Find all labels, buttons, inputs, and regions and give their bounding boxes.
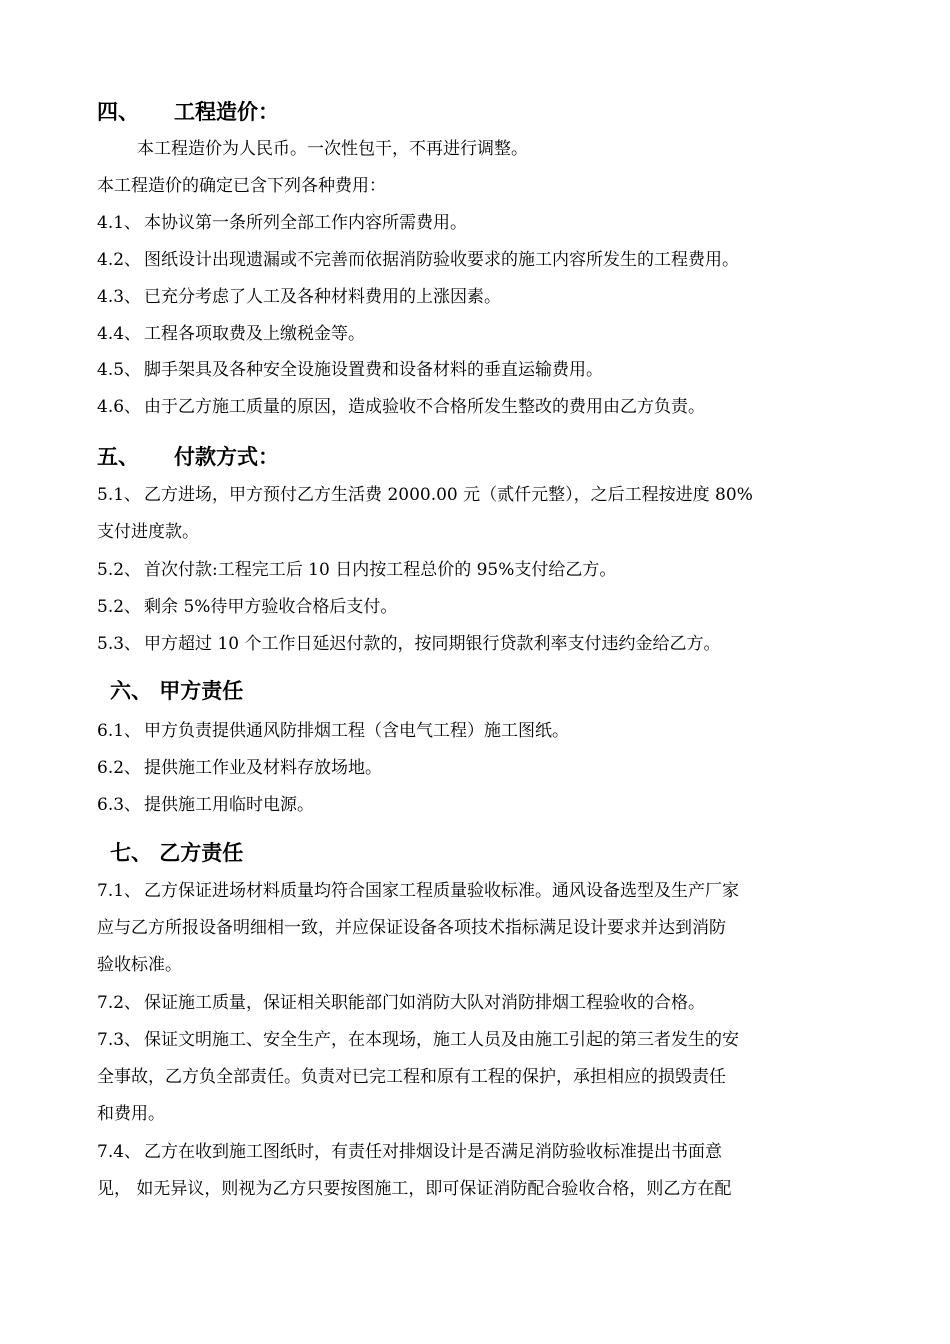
list-item: 4.1、 本协议第一条所列全部工作内容所需费用。 xyxy=(97,213,468,233)
section-5-title: 付款方式： xyxy=(174,445,279,469)
list-item: 6.3、 提供施工用临时电源。 xyxy=(97,795,315,815)
list-item: 6.2、 提供施工作业及材料存放场地。 xyxy=(97,758,383,778)
list-item-continuation: 应与乙方所报设备明细相一致，并应保证设备各项技术指标满足设计要求并达到消防 xyxy=(97,918,726,938)
list-item: 5.1、 乙方进场，甲方预付乙方生活费 2000.00 元（贰仟元整），之后工程按进度 80% xyxy=(97,485,753,505)
list-item: 7.1、 乙方保证进场材料质量均符合国家工程质量验收标准。通风设备选型及生产厂家 xyxy=(97,881,740,901)
list-item: 5.3、 甲方超过 10 个工作日延迟付款的，按同期银行贷款利率支付违约金给乙方。 xyxy=(97,634,721,654)
list-item: 4.5、 脚手架具及各种安全设施设置费和设备材料的垂直运输费用。 xyxy=(97,360,604,380)
section-4-heading xyxy=(97,96,279,126)
list-item: 5.2、 首次付款:工程完工后 10 日内按工程总价的 95%支付给乙方。 xyxy=(97,560,617,580)
list-item: 7.3、 保证文明施工、安全生产，在本现场，施工人员及由施工引起的第三者发生的安 xyxy=(97,1030,740,1050)
list-item: 4.3、 已充分考虑了人工及各种材料费用的上涨因素。 xyxy=(97,287,502,307)
list-item: 5.2、 剩余 5%待甲方验收合格后支付。 xyxy=(97,597,398,617)
list-item-continuation: 支付进度款。 xyxy=(97,522,199,542)
list-item-continuation: 全事故，乙方负全部责任。负责对已完工程和原有工程的保护，承担相应的损毁责任 xyxy=(97,1067,726,1087)
list-item: 6.1、 甲方负责提供通风防排烟工程（含电气工程）施工图纸。 xyxy=(97,721,570,741)
paragraph: 本工程造价为人民币。一次性包干，不再进行调整。 xyxy=(137,139,528,159)
list-item: 4.4、 工程各项取费及上缴税金等。 xyxy=(97,324,366,344)
section-4-title: 工程造价： xyxy=(174,100,279,124)
list-item: 4.2、 图纸设计出现遗漏或不完善而依据消防验收要求的施工内容所发生的工程费用。 xyxy=(97,250,740,270)
list-item: 7.2、 保证施工质量，保证相关职能部门如消防大队对消防排烟工程验收的合格。 xyxy=(97,993,706,1013)
list-item-continuation: 见， 如无异议，则视为乙方只要按图施工，即可保证消防配合验收合格，则乙方在配 xyxy=(97,1179,732,1199)
list-item-continuation: 验收标准。 xyxy=(97,955,182,975)
section-5-heading xyxy=(97,441,279,471)
section-4-number: 四、 xyxy=(97,100,139,124)
paragraph: 本工程造价的确定已含下列各种费用： xyxy=(97,176,386,196)
list-item: 7.4、 乙方在收到施工图纸时，有责任对排烟设计是否满足消防验收标准提出书面意 xyxy=(97,1142,723,1162)
section-7-heading: 七、 乙方责任 xyxy=(110,841,244,865)
section-6-heading: 六、 甲方责任 xyxy=(110,679,244,703)
list-item: 4.6、 由于乙方施工质量的原因，造成验收不合格所发生整改的费用由乙方负责。 xyxy=(97,397,706,417)
list-item-continuation: 和费用。 xyxy=(97,1104,165,1124)
section-5-number: 五、 xyxy=(97,445,139,469)
